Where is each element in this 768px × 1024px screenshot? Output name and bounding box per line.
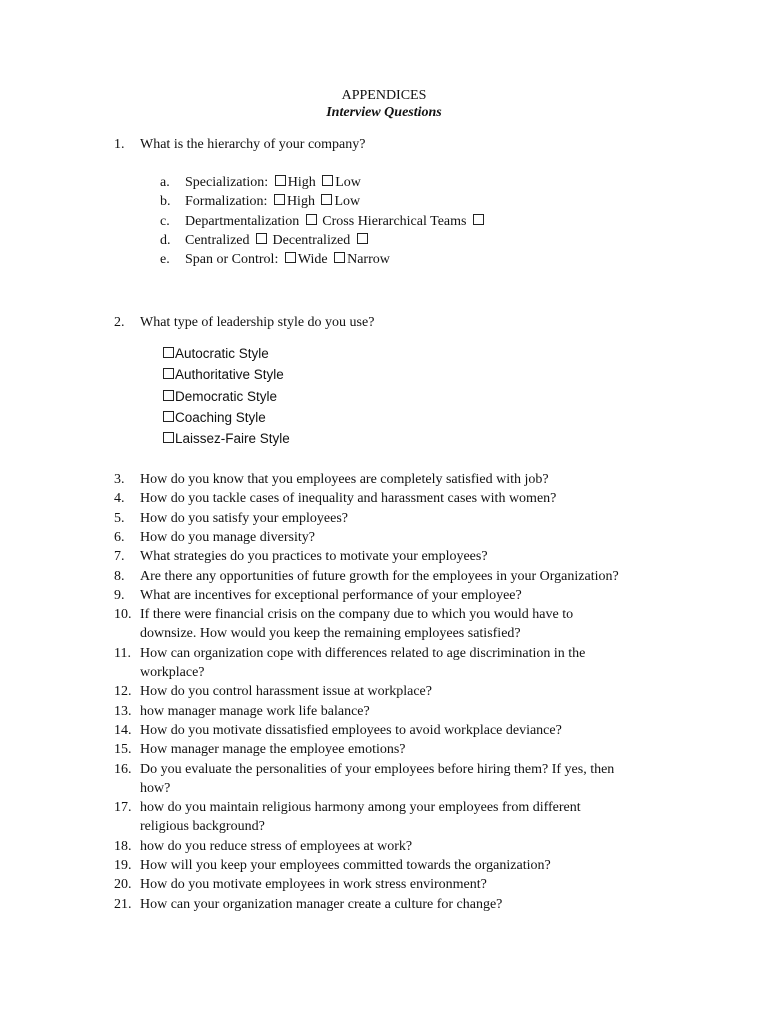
question-text: What type of leadership style do you use? [140,315,375,330]
checkbox-authoritative[interactable] [163,368,174,379]
question-number: 5. [114,511,125,526]
question-number: 4. [114,491,125,506]
question-text: How manager manage the employee emotions? [140,742,406,757]
option-label: Coaching Style [175,410,266,425]
question-text: Are there any opportunities of future growth for the employees in your Organization? [140,569,619,584]
question-number: 16. [114,762,132,777]
question-number: 3. [114,472,125,487]
option-label: Democratic Style [175,389,278,404]
question-text: workplace? [140,665,205,680]
question-text: downsize. How would you keep the remaining employees satisfied? [140,626,521,641]
question-number: 15. [114,742,132,757]
option-label: Decentralized [269,233,354,248]
question-text: How do you manage diversity? [140,530,315,545]
question-number: 6. [114,530,125,545]
question-number: 18. [114,839,132,854]
question-number: 17. [114,800,132,815]
checkbox-narrow[interactable] [334,252,345,263]
question-number: 19. [114,858,132,873]
sub-label: Formalization: [185,194,271,209]
question-text: What strategies do you practices to motivate your employees? [140,549,488,564]
option-label: Wide [297,252,332,267]
option-label: Low [335,175,361,190]
style-option [163,386,277,407]
checkbox-high[interactable] [274,194,285,205]
question-number: 2. [114,315,125,330]
checkbox-laissez-faire[interactable] [163,432,174,443]
question-text: How can organization cope with differences related to age discrimination in the [140,646,586,661]
question-number: 21. [114,897,132,912]
question-number: 7. [114,549,125,564]
question-number: 1. [114,137,125,152]
sub-label: Departmentalization [185,214,303,229]
question-text: How do you control harassment issue at workplace? [140,684,432,699]
checkbox-coaching[interactable] [163,411,174,422]
question-text: How do you motivate employees in work stress environment? [140,877,487,892]
checkbox-cross-hierarchical[interactable] [473,214,484,225]
option-label: Laissez-Faire Style [175,431,290,446]
question-text: how do you maintain religious harmony among your employees from different [140,800,581,815]
checkbox-low[interactable] [321,194,332,205]
question-number: 20. [114,877,132,892]
sub-letter: a. [160,175,170,190]
sub-letter: e. [160,252,170,267]
question-text: How do you know that you employees are completely satisfied with job? [140,472,549,487]
question-number: 9. [114,588,125,603]
question-number: 14. [114,723,132,738]
option-label: High [287,175,320,190]
checkbox-low[interactable] [322,175,333,186]
question-text: If there were financial crisis on the company due to which you would have to [140,607,574,622]
option-label: Autocratic Style [175,346,269,361]
option-label: High [286,194,319,209]
checkbox-wide[interactable] [285,252,296,263]
question-text: how? [140,781,171,796]
question-number: 12. [114,684,132,699]
sub-label: Centralized [185,233,254,248]
question-number: 10. [114,607,132,622]
question-text: How do you satisfy your employees? [140,511,349,526]
question-text: How can your organization manager create a culture for change? [140,897,503,912]
checkbox-autocratic[interactable] [163,347,174,358]
question-text: What are incentives for exceptional performance of your employee? [140,588,522,603]
question-text: Do you evaluate the personalities of your employees before hiring them? If yes, then [140,762,615,777]
style-option [163,428,290,449]
style-option [163,407,266,428]
sub-letter: d. [160,233,171,248]
question-text: How do you motivate dissatisfied employees to avoid workplace deviance? [140,723,562,738]
checkbox-democratic[interactable] [163,390,174,401]
option-label: Authoritative Style [175,367,284,382]
sub-label: Specialization: [185,175,272,190]
question-text: how manager manage work life balance? [140,704,370,719]
question-text: How do you tackle cases of inequality and harassment cases with women? [140,491,557,506]
question-number: 11. [114,646,131,661]
option-label: Narrow [347,252,390,267]
question-text: religious background? [140,819,265,834]
checkbox-decentralized[interactable] [357,233,368,244]
sub-letter: c. [160,214,170,229]
question-text: how do you reduce stress of employees at work? [140,839,413,854]
style-option [163,364,284,385]
style-option [163,343,269,364]
question-text: How will you keep your employees committed towards the organization? [140,858,551,873]
option-label: Low [334,194,361,209]
page-subtitle: Interview Questions [326,105,442,120]
checkbox-departmentalization[interactable] [306,214,317,225]
checkbox-centralized[interactable] [256,233,267,244]
question-number: 13. [114,704,132,719]
question-text: What is the hierarchy of your company? [140,137,366,152]
sub-letter: b. [160,194,171,209]
sub-label: Span or Control: [185,252,282,267]
option-label: Cross Hierarchical Teams [318,214,470,229]
question-number: 8. [114,569,125,584]
page-title: APPENDICES [341,88,427,103]
checkbox-high[interactable] [275,175,286,186]
